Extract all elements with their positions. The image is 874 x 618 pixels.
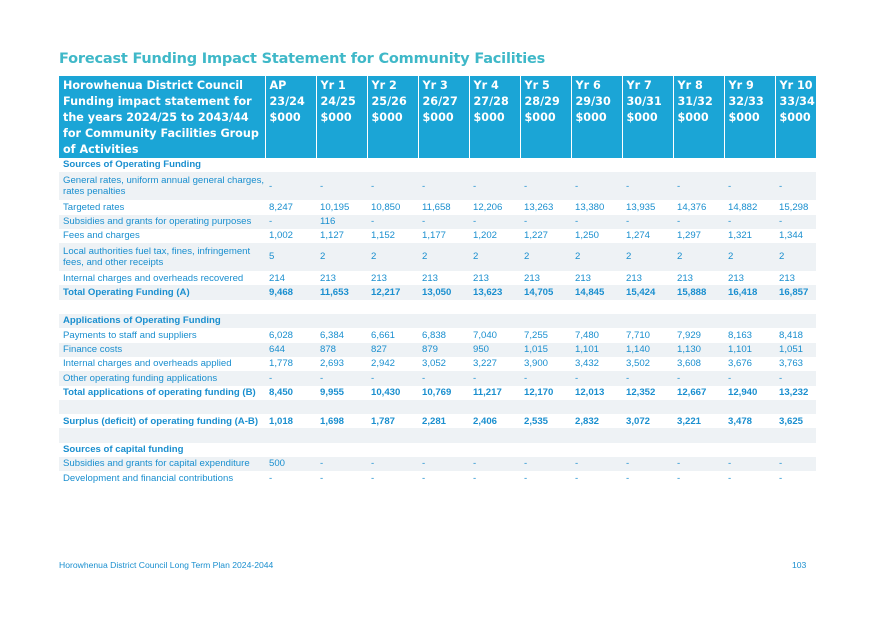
table-row (59, 343, 816, 357)
cell-value: 2,832 (575, 415, 600, 427)
column-header-line: Yr 6 (575, 79, 601, 92)
row-label: Applications of Operating Funding (59, 314, 816, 328)
footer-document-title: Horowhenua District Council Long Term Plan 2024-2044 (59, 560, 274, 570)
cell-value: 14,882 (728, 201, 758, 213)
cell-value: 12,940 (728, 386, 758, 398)
section-heading-row (59, 314, 816, 328)
table-row (59, 371, 816, 385)
footer-page-number: 103 (792, 560, 807, 570)
cell-value: 10,430 (371, 386, 401, 398)
cell-value: 15,424 (622, 285, 673, 299)
table-row (59, 243, 816, 271)
page-title: Forecast Funding Impact Statement for Community Facilities (59, 51, 546, 67)
row-label: Development and financial contributions (63, 472, 234, 484)
cell-value: 1,140 (622, 343, 673, 357)
cell-value: 213 (728, 272, 745, 284)
cell-value: 7,255 (524, 329, 549, 341)
cell-value: 12,667 (677, 386, 707, 398)
cell-value: 1,051 (775, 343, 816, 357)
cell-value: 213 (575, 272, 592, 284)
cell-value: - (367, 457, 418, 471)
row-label: Other operating funding applications (59, 371, 265, 385)
column-header (367, 76, 418, 158)
cell-value: - (775, 371, 816, 385)
cell-value: - (677, 472, 681, 484)
cell-value: 12,352 (626, 386, 656, 398)
table-row (59, 414, 816, 428)
row-label (59, 400, 265, 414)
cell-value: 827 (367, 343, 418, 357)
cell-value: 11,658 (422, 201, 451, 213)
cell-value: - (571, 172, 622, 200)
cell-value: - (673, 371, 724, 385)
cell-value: 15,298 (779, 201, 809, 213)
cell-value (520, 400, 571, 414)
column-header-line: 25/26 (371, 95, 407, 108)
cell-value: 5 (265, 243, 316, 271)
section-heading-row (59, 158, 816, 172)
cell-value: 2 (367, 243, 418, 271)
cell-value: - (367, 371, 418, 385)
cell-value: 14,705 (520, 285, 571, 299)
cell-value: 11,217 (473, 386, 502, 398)
cell-value: 3,900 (524, 358, 549, 370)
column-header-line: $000 (320, 111, 352, 124)
column-header-line: Yr 8 (677, 79, 703, 92)
cell-value (367, 400, 418, 414)
cell-value: 14,845 (571, 285, 622, 299)
cell-value: 3,608 (677, 358, 702, 370)
cell-value: 13,935 (626, 201, 656, 213)
row-label: Local authorities fuel tax, fines, infringement fees, and other receipts (59, 243, 265, 271)
cell-value: 2 (622, 243, 673, 271)
cell-value: - (367, 172, 418, 200)
cell-value: - (320, 472, 324, 484)
table-body (59, 158, 816, 486)
cell-value: 2 (724, 243, 775, 271)
cell-value: 13,623 (469, 285, 520, 299)
cell-value: - (622, 371, 673, 385)
cell-value: - (571, 457, 622, 471)
cell-value (622, 300, 673, 314)
cell-value (724, 428, 775, 442)
table-row (59, 285, 816, 299)
table-row (59, 328, 816, 342)
cell-value: - (371, 472, 375, 484)
cell-value: 1,015 (520, 343, 571, 357)
cell-value: 214 (269, 272, 286, 284)
table-row (59, 215, 816, 229)
row-label: General rates, uniform annual general charges, rates penalties (59, 172, 265, 200)
cell-value: - (673, 457, 724, 471)
column-header-line: $000 (371, 111, 403, 124)
cell-value: 10,769 (422, 386, 452, 398)
cell-value (571, 300, 622, 314)
cell-value: 16,418 (724, 285, 775, 299)
cell-value: 9,468 (265, 285, 316, 299)
column-header (775, 76, 816, 158)
cell-value: 2 (469, 243, 520, 271)
cell-value: 213 (626, 272, 643, 284)
column-header-line: 28/29 (524, 95, 560, 108)
row-label: Internal charges and overheads recovered (63, 272, 244, 284)
cell-value: - (316, 457, 367, 471)
cell-value: 15,888 (673, 285, 724, 299)
column-header-line: 26/27 (422, 95, 458, 108)
cell-value: - (571, 215, 622, 229)
cell-value (673, 428, 724, 442)
table-row (59, 271, 816, 285)
cell-value: 3,763 (779, 358, 804, 370)
cell-value: 13,380 (575, 201, 605, 213)
cell-value: - (724, 215, 775, 229)
column-header-line: $000 (473, 111, 505, 124)
cell-value: - (728, 472, 732, 484)
cell-value: 2,281 (422, 415, 447, 427)
row-label: Subsidies and grants for operating purposes (59, 215, 265, 229)
column-header-line: Yr 9 (728, 79, 754, 92)
column-header-line: $000 (728, 111, 760, 124)
column-header-line: 29/30 (575, 95, 611, 108)
column-header-line: Yr 5 (524, 79, 550, 92)
cell-value: - (775, 457, 816, 471)
column-header (673, 76, 724, 158)
row-label: Finance costs (59, 343, 265, 357)
column-header-line: $000 (677, 111, 709, 124)
cell-value: 7,480 (575, 329, 600, 341)
row-label: Targeted rates (63, 201, 125, 213)
cell-value (418, 300, 469, 314)
cell-value: 1,274 (626, 230, 651, 242)
cell-value (469, 300, 520, 314)
cell-value: 1,297 (677, 230, 702, 242)
section-heading-row (59, 443, 816, 457)
column-header-line: $000 (575, 111, 607, 124)
cell-value: 3,052 (422, 358, 447, 370)
cell-value: - (469, 215, 520, 229)
cell-value: - (724, 371, 775, 385)
cell-value: 7,929 (677, 329, 702, 341)
table-row (59, 172, 816, 200)
cell-value: - (418, 457, 469, 471)
cell-value: - (622, 457, 673, 471)
column-header-line: 30/31 (626, 95, 662, 108)
cell-value: 213 (371, 272, 388, 284)
column-header-line: 24/25 (320, 95, 356, 108)
table-row (59, 457, 816, 471)
table-header-row (59, 76, 816, 158)
cell-value (316, 428, 367, 442)
column-header-line: 27/28 (473, 95, 509, 108)
row-label: Total applications of operating funding (B) (63, 386, 256, 398)
cell-value (775, 400, 816, 414)
cell-value: 1,250 (575, 230, 600, 242)
cell-value: 1,227 (524, 230, 549, 242)
cell-value: - (571, 371, 622, 385)
cell-value (265, 400, 316, 414)
cell-value: 644 (265, 343, 316, 357)
cell-value (367, 428, 418, 442)
column-header-line: Yr 1 (320, 79, 346, 92)
cell-value: - (673, 215, 724, 229)
column-header-line: Yr 2 (371, 79, 397, 92)
cell-value: 950 (469, 343, 520, 357)
cell-value: 2 (316, 243, 367, 271)
cell-value: 8,418 (779, 329, 804, 341)
cell-value: 213 (524, 272, 541, 284)
column-header (520, 76, 571, 158)
column-header-line: $000 (269, 111, 301, 124)
cell-value: - (469, 457, 520, 471)
column-header-line: Yr 4 (473, 79, 499, 92)
cell-value: 8,163 (728, 329, 753, 341)
cell-value: 6,384 (320, 329, 345, 341)
cell-value: 1,778 (269, 358, 294, 370)
cell-value: - (265, 215, 316, 229)
column-header (622, 76, 673, 158)
row-label: Sources of capital funding (63, 444, 184, 456)
cell-value: 10,195 (320, 201, 350, 213)
cell-value: - (724, 457, 775, 471)
cell-value: 213 (779, 272, 796, 284)
cell-value: 12,206 (473, 201, 503, 213)
column-header-line: 33/34 (779, 95, 815, 108)
cell-value: 116 (316, 215, 367, 229)
cell-value: - (422, 472, 426, 484)
cell-value: - (520, 371, 571, 385)
cell-value: 2 (571, 243, 622, 271)
cell-value: 1,321 (728, 230, 753, 242)
cell-value (622, 400, 673, 414)
cell-value: 1,152 (371, 230, 396, 242)
column-header-line: $000 (524, 111, 556, 124)
spacer-row (59, 300, 816, 314)
column-header-line: Yr 7 (626, 79, 652, 92)
column-header-line: $000 (626, 111, 658, 124)
cell-value (775, 300, 816, 314)
cell-value: 3,227 (473, 358, 498, 370)
cell-value: 1,101 (571, 343, 622, 357)
cell-value: 10,850 (371, 201, 401, 213)
cell-value: 3,676 (728, 358, 753, 370)
cell-value: 2 (520, 243, 571, 271)
cell-value (418, 400, 469, 414)
cell-value: 16,857 (775, 285, 816, 299)
column-header-line: 32/33 (728, 95, 764, 108)
cell-value: 213 (422, 272, 439, 284)
cell-value: - (575, 472, 579, 484)
column-header (418, 76, 469, 158)
row-label: Subsidies and grants for capital expenditure (59, 457, 265, 471)
cell-value (469, 400, 520, 414)
column-header (571, 76, 622, 158)
cell-value: - (367, 215, 418, 229)
cell-value: 3,221 (677, 415, 702, 427)
cell-value: 11,653 (316, 285, 367, 299)
cell-value: 12,217 (367, 285, 418, 299)
cell-value (265, 428, 316, 442)
cell-value: 12,013 (575, 386, 605, 398)
cell-value: 500 (265, 457, 316, 471)
cell-value: 879 (418, 343, 469, 357)
column-header-line: 31/32 (677, 95, 713, 108)
cell-value: - (520, 457, 571, 471)
cell-value: 13,263 (524, 201, 554, 213)
spacer-row (59, 400, 816, 414)
cell-value: 6,661 (371, 329, 396, 341)
cell-value: 13,232 (779, 386, 809, 398)
cell-value (418, 428, 469, 442)
cell-value: - (469, 172, 520, 200)
cell-value: 1,002 (269, 230, 294, 242)
column-header-line: $000 (779, 111, 811, 124)
column-header-line: Yr 3 (422, 79, 448, 92)
cell-value: 6,028 (269, 329, 294, 341)
cell-value: 14,376 (677, 201, 707, 213)
cell-value: 8,450 (269, 386, 294, 398)
cell-value: 3,625 (779, 415, 804, 427)
cell-value: 1,787 (371, 415, 396, 427)
cell-value (316, 400, 367, 414)
column-header-line: AP (269, 79, 287, 92)
cell-value: 1,177 (422, 230, 447, 242)
row-label: Payments to staff and suppliers (63, 329, 197, 341)
cell-value (367, 300, 418, 314)
cell-value: 3,072 (626, 415, 651, 427)
table-row (59, 357, 816, 371)
cell-value: - (316, 172, 367, 200)
cell-value: 2 (775, 243, 816, 271)
cell-value: 213 (473, 272, 490, 284)
cell-value (724, 300, 775, 314)
cell-value: - (622, 172, 673, 200)
cell-value: - (469, 371, 520, 385)
cell-value: - (626, 472, 630, 484)
funding-impact-table (59, 76, 816, 486)
row-label: Sources of Operating Funding (63, 159, 202, 171)
row-label: Fees and charges (63, 230, 140, 242)
cell-value: - (418, 371, 469, 385)
cell-value: 1,101 (724, 343, 775, 357)
cell-value: 3,432 (575, 358, 600, 370)
table-row (59, 200, 816, 214)
cell-value: 13,050 (418, 285, 469, 299)
cell-value: 2,693 (320, 358, 345, 370)
cell-value: 1,127 (320, 230, 345, 242)
cell-value (622, 428, 673, 442)
table-row (59, 386, 816, 400)
cell-value (673, 300, 724, 314)
row-label (59, 428, 265, 442)
cell-value (775, 428, 816, 442)
cell-value: 1,344 (779, 230, 804, 242)
row-label: Surplus (deficit) of operating funding (A-B) (63, 415, 259, 427)
row-label: Internal charges and overheads applied (63, 358, 232, 370)
cell-value: - (269, 472, 273, 484)
cell-value: 1,202 (473, 230, 498, 242)
cell-value: - (622, 215, 673, 229)
row-label (59, 300, 265, 314)
cell-value: 213 (320, 272, 337, 284)
column-header (469, 76, 520, 158)
cell-value: - (418, 215, 469, 229)
cell-value: - (724, 172, 775, 200)
cell-value: 2 (673, 243, 724, 271)
cell-value: 1,018 (269, 415, 294, 427)
cell-value (571, 400, 622, 414)
cell-value: - (775, 172, 816, 200)
column-header (316, 76, 367, 158)
cell-value (571, 428, 622, 442)
cell-value: 9,955 (320, 386, 345, 398)
cell-value: 213 (677, 272, 694, 284)
cell-value: - (520, 215, 571, 229)
cell-value: 3,502 (626, 358, 651, 370)
spacer-row (59, 428, 816, 442)
row-label: Total Operating Funding (A) (59, 285, 265, 299)
cell-value (316, 300, 367, 314)
table-row (59, 229, 816, 243)
column-header-line: Yr 10 (779, 79, 813, 92)
cell-value (469, 428, 520, 442)
cell-value: - (316, 371, 367, 385)
cell-value: 2,942 (371, 358, 396, 370)
column-header-line: 23/24 (269, 95, 305, 108)
cell-value: - (265, 371, 316, 385)
cell-value (520, 428, 571, 442)
cell-value: - (265, 172, 316, 200)
cell-value: 2,535 (524, 415, 549, 427)
column-header (724, 76, 775, 158)
cell-value: 7,710 (626, 329, 651, 341)
cell-value: 6,838 (422, 329, 447, 341)
cell-value: 1,130 (673, 343, 724, 357)
cell-value: 12,170 (524, 386, 554, 398)
cell-value: - (520, 172, 571, 200)
cell-value (520, 300, 571, 314)
cell-value: 2 (418, 243, 469, 271)
cell-value (265, 300, 316, 314)
cell-value: 8,247 (269, 201, 294, 213)
cell-value (673, 400, 724, 414)
cell-value: - (418, 172, 469, 200)
column-header-line: $000 (422, 111, 454, 124)
cell-value: - (673, 172, 724, 200)
table-header-label: Horowhenua District Council Funding impact statement for the years 2024/25 to 2043/44 for Community Facilities Group of Activities (59, 76, 265, 158)
cell-value: 1,698 (320, 415, 345, 427)
cell-value: 3,478 (728, 415, 753, 427)
cell-value: - (779, 472, 783, 484)
cell-value: - (473, 472, 477, 484)
column-header (265, 76, 316, 158)
cell-value: - (524, 472, 528, 484)
cell-value (724, 400, 775, 414)
cell-value: 7,040 (473, 329, 498, 341)
cell-value: 2,406 (473, 415, 498, 427)
cell-value: - (775, 215, 816, 229)
table-row (59, 471, 816, 485)
cell-value: 878 (316, 343, 367, 357)
